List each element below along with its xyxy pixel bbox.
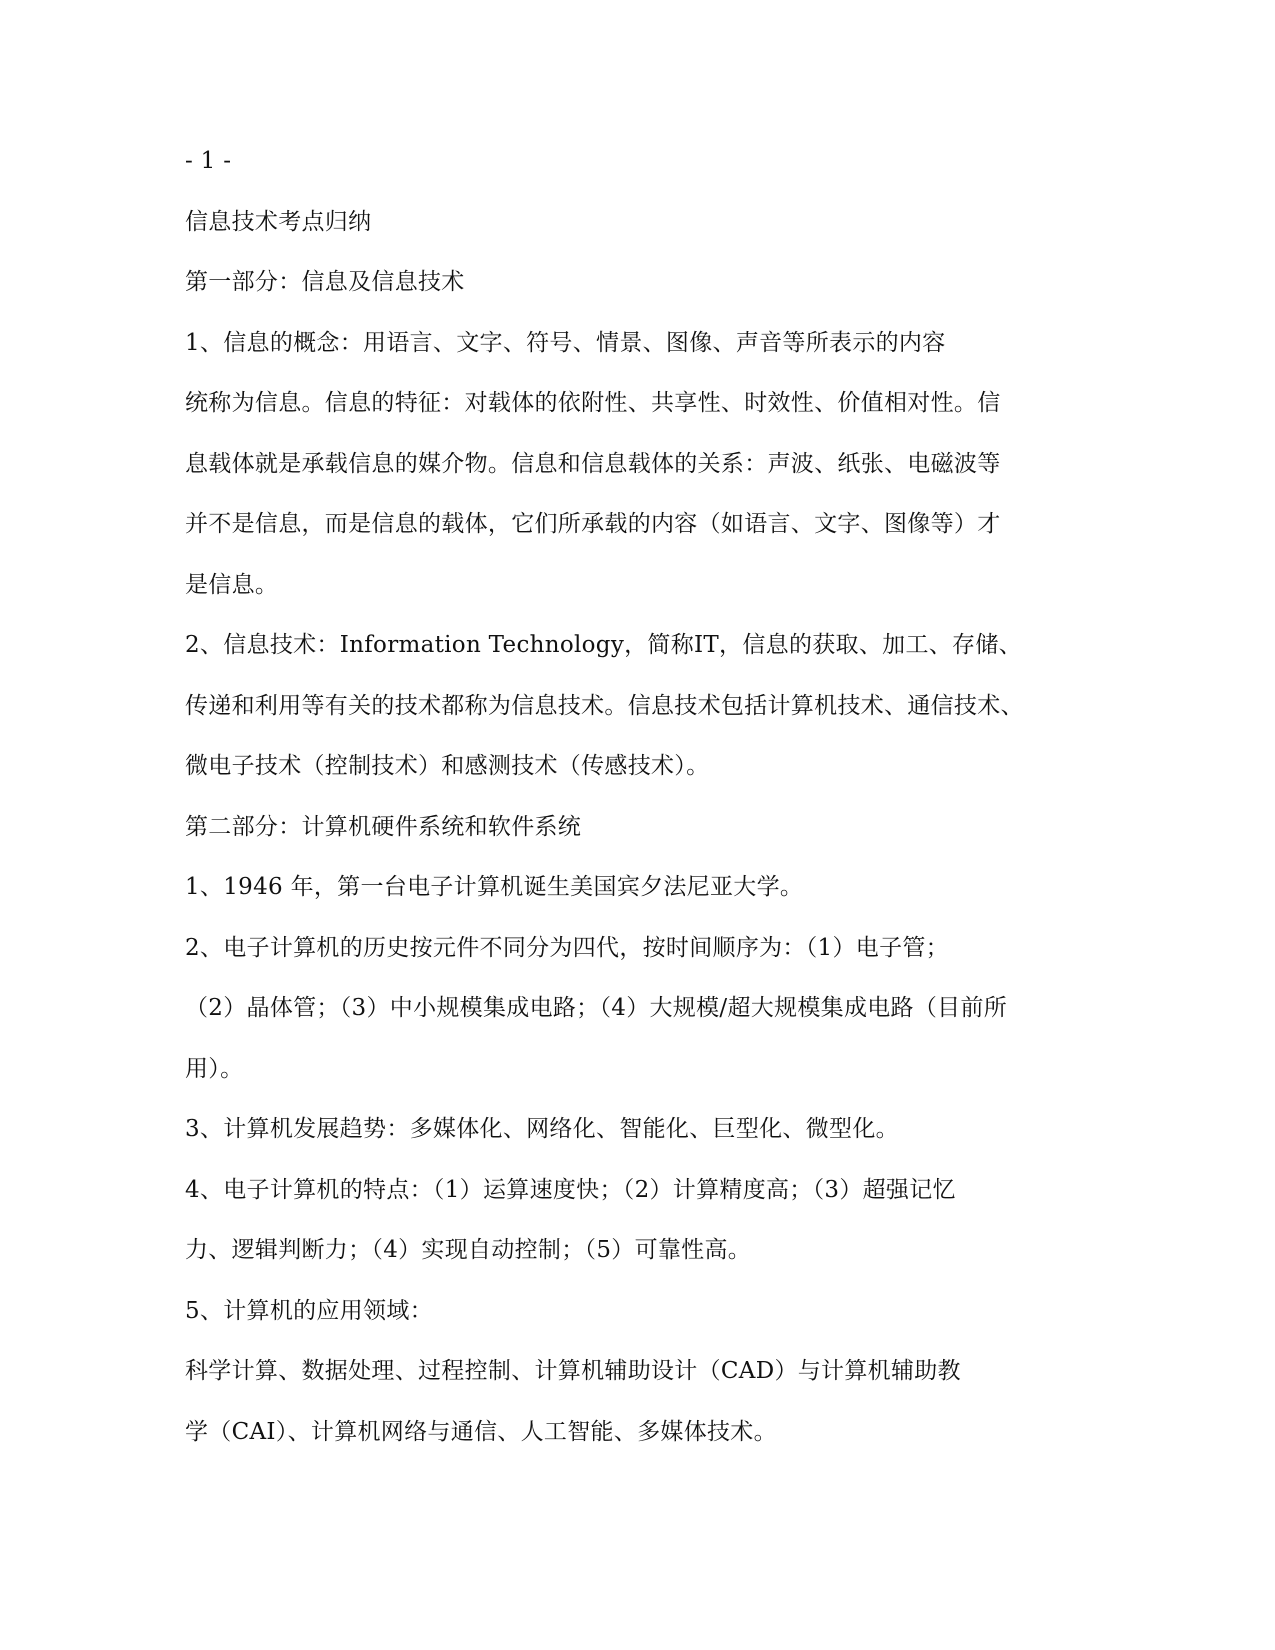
text-line: 2、信息技术：Information Technology，简称IT，信息的获取、加工、存储、 [185, 632, 1022, 658]
text-line: 并不是信息，而是信息的载体，它们所承载的内容（如语言、文字、图像等）才 [185, 511, 1001, 537]
text-line: 5、计算机的应用领域： [185, 1297, 433, 1324]
text-line: 用）。 [185, 1055, 244, 1082]
text-line: 学（CAI）、计算机网络与通信、人工智能、多媒体技术。 [185, 1418, 777, 1445]
text-line: 2、电子计算机的历史按元件不同分为四代，按时间顺序为：（1）电子管； [185, 934, 949, 961]
text-line: 1、1946 年，第一台电子计算机诞生美国宾夕法尼亚大学。 [185, 874, 804, 900]
text-line: （2）晶体管；（3）中小规模集成电路；（4）大规模/超大规模集成电路（目前所 [185, 995, 1008, 1021]
text-line: 4、电子计算机的特点：（1）运算速度快；（2）计算精度高；（3）超强记忆 [185, 1176, 956, 1203]
text-line: 微电子技术（控制技术）和感测技术（传感技术）。 [185, 753, 710, 779]
text-line: 息载体就是承载信息的媒介物。信息和信息载体的关系：声波、纸张、电磁波等 [185, 450, 1001, 477]
text-line: 统称为信息。信息的特征：对载体的依附性、共享性、时效性、价值相对性。信 [185, 390, 1001, 416]
page-number: - 1 - [185, 148, 232, 174]
document-title: 信息技术考点归纳 [185, 208, 372, 235]
text-line: 3、计算机发展趋势：多媒体化、网络化、智能化、巨型化、微型化。 [185, 1116, 899, 1142]
text-line: 传递和利用等有关的技术都称为信息技术。信息技术包括计算机技术、通信技术、 [185, 692, 1024, 719]
text-line: 力、逻辑判断力；（4）实现自动控制；（5）可靠性高。 [185, 1237, 752, 1263]
section-heading-part-one: 第一部分：信息及信息技术 [185, 269, 465, 295]
text-line: 科学计算、数据处理、过程控制、计算机辅助设计（CAD）与计算机辅助教 [185, 1358, 961, 1384]
document-body [185, 146, 1085, 1477]
text-line: 1、信息的概念：用语言、文字、符号、情景、图像、声音等所表示的内容 [185, 329, 946, 356]
text-line: 是信息。 [185, 571, 279, 598]
section-heading-part-two: 第二部分：计算机硬件系统和软件系统 [185, 813, 582, 840]
